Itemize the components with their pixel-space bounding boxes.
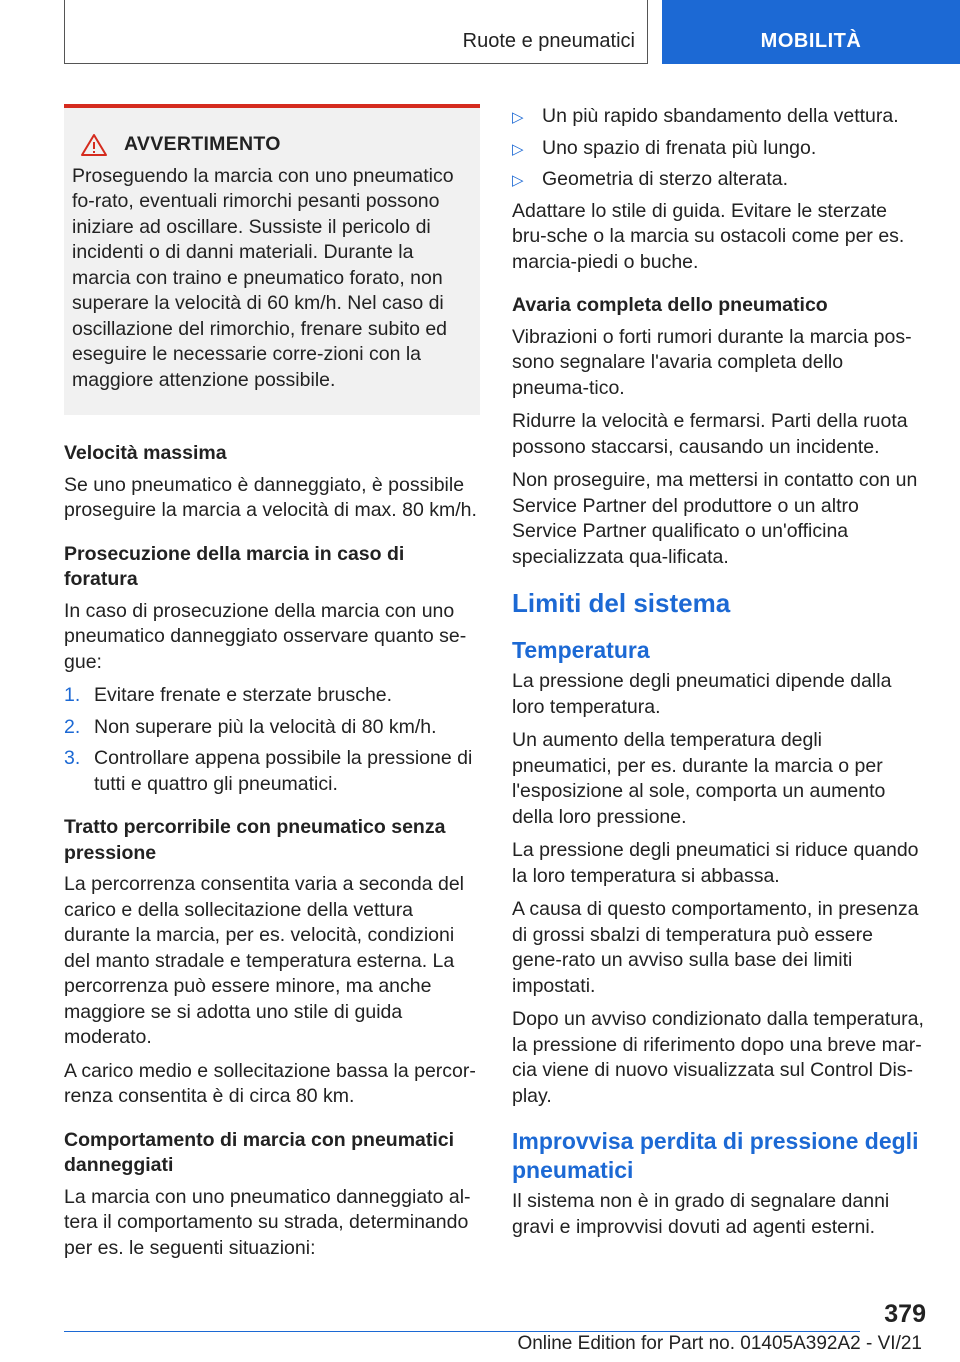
- section-behaviour: [64, 1128, 480, 1262]
- footer-divider: [64, 1331, 860, 1332]
- list-item: [64, 746, 480, 797]
- heading-distance: Tratto percorribile con pneumatico senza pressione: [64, 816, 446, 864]
- page-number: 379: [884, 1300, 926, 1328]
- warning-text: Proseguendo la marcia con uno pneumatico fo-rato, eventuali rimorchi pesanti possono iniziare ad oscillare. Sussiste il pericolo di incidenti o di danni materiali. Durante la marcia con traino e pneumatico forato, non superare la velocità di 60 km/h. Nel caso di oscillazione del rimorchio, frenare subito ed eseguire le necessarie corre-zioni con la maggiore attenzione possibile.: [72, 164, 454, 391]
- warning-box: [64, 104, 480, 415]
- paragraph: La marcia con uno pneumatico danneggiato al-tera il comportamento su strada, determinando per es. le seguenti situazioni:: [64, 1185, 471, 1259]
- section-temperature: [512, 636, 924, 1109]
- warning-header: [72, 132, 472, 158]
- paragraph: Vibrazioni o forti rumori durante la marcia pos-sono segnalare l'avaria completa dello pneuma-tico.: [512, 325, 912, 399]
- heading-system-limits: Limiti del sistema: [512, 588, 731, 618]
- paragraph: La percorrenza consentita varia a seconda del carico e della sollecitazione della vettura durante la marcia, per es. velocità, condizioni del manto stradale e temperatura esterna. La percorrenza può essere minore, ma anche maggiore se si adotta uno stile di guida moderato.: [64, 873, 464, 1048]
- edition-note: Online Edition for Part no. 01405A392A2 - VI/21: [517, 1333, 922, 1354]
- section-title: Ruote e pneumatici: [462, 30, 635, 52]
- list-item: [512, 136, 924, 162]
- header-section-box: [64, 0, 648, 64]
- bullet-text: Geometria di sterzo alterata.: [542, 168, 789, 190]
- heading-behaviour: Comportamento di marcia con pneumatici danneggiati: [64, 1128, 455, 1176]
- step-number: 2.: [64, 715, 81, 738]
- step-number: 1.: [64, 684, 81, 706]
- paragraph: In caso di prosecuzione della marcia con uno pneumatico danneggiato osservare quanto se-gue:: [64, 599, 467, 673]
- heading-tyre-failure: Avaria completa dello pneumatico: [512, 294, 828, 316]
- triangle-bullet-icon: ▷: [512, 172, 524, 189]
- paragraph: A carico medio e sollecitazione bassa la percor-renza consentita è di circa 80 km.: [64, 1059, 476, 1107]
- heading-sudden-loss: Improvvisa perdita di pressione degli pneumatici: [512, 1128, 919, 1183]
- situations-list: [512, 104, 924, 193]
- list-item: [512, 167, 924, 193]
- step-text: Controllare appena possibile la pressione di tutti e quattro gli pneumatici.: [94, 747, 473, 795]
- paragraph: Un aumento della temperatura degli pneumatici, per es. durante la marcia o per l'esposizione al sole, comporta un aumento della loro pressione.: [512, 729, 886, 828]
- paragraph: Ridurre la velocità e fermarsi. Parti della ruota possono staccarsi, causando un incidente.: [512, 410, 908, 458]
- paragraph: La pressione degli pneumatici dipende dalla loro temperatura.: [512, 670, 892, 718]
- heading-temperature: Temperatura: [512, 637, 650, 663]
- bullet-text: Un più rapido sbandamento della vettura.: [542, 105, 899, 127]
- step-text: Non superare più la velocità di 80 km/h.: [94, 715, 437, 738]
- warning-title: AVVERTIMENTO: [124, 133, 281, 155]
- list-item: [512, 104, 924, 130]
- heading-max-speed: Velocità massima: [64, 442, 227, 464]
- chapter-tab[interactable]: [662, 0, 960, 64]
- paragraph: Dopo un avviso condizionato dalla temperatura, la pressione di riferimento dopo una breve mar-cia viene di nuovo visualizzata sul Control Dis-play.: [512, 1008, 924, 1107]
- left-column: [64, 104, 480, 1279]
- step-text: Evitare frenate e sterzate brusche.: [94, 684, 393, 706]
- chapter-title: MOBILITÀ: [760, 30, 862, 52]
- paragraph: Il sistema non è in grado di segnalare danni gravi e improvvisi dovuti ad agenti esterni.: [512, 1190, 890, 1238]
- right-column: [512, 104, 924, 1258]
- paragraph: Se uno pneumatico è danneggiato, è possibile proseguire la marcia a velocità di max. 80 km/h.: [64, 473, 477, 521]
- triangle-bullet-icon: ▷: [512, 140, 524, 158]
- section-sudden-loss: [512, 1127, 924, 1240]
- step-number: 3.: [64, 747, 81, 769]
- steps-list: [64, 683, 480, 797]
- section-tyre-failure: [512, 293, 924, 570]
- paragraph: Non proseguire, ma mettersi in contatto con un Service Partner del produttore o un altro Service Partner qualificato o un'officina specializzata qua-lificata.: [512, 469, 918, 568]
- paragraph: A causa di questo comportamento, in presenza di grossi sbalzi di temperatura può essere gene-rato un avviso sulla base dei limiti impostati.: [512, 898, 919, 997]
- section-distance: [64, 815, 480, 1110]
- heading-continue-driving: Prosecuzione della marcia in caso di foratura: [64, 542, 405, 590]
- triangle-bullet-icon: ▷: [512, 109, 524, 126]
- paragraph: Adattare lo stile di guida. Evitare le sterzate bru-sche o la marcia su ostacoli come per es. marcia-piedi o buche.: [512, 199, 905, 273]
- section-max-speed: [64, 441, 480, 524]
- paragraph: La pressione degli pneumatici si riduce quando la loro temperatura si abbassa.: [512, 839, 919, 887]
- list-item: [64, 683, 480, 709]
- bullet-text: Uno spazio di frenata più lungo.: [542, 136, 817, 159]
- list-item: [64, 715, 480, 741]
- section-continue-driving: [64, 542, 480, 798]
- warning-triangle-icon: [80, 133, 108, 157]
